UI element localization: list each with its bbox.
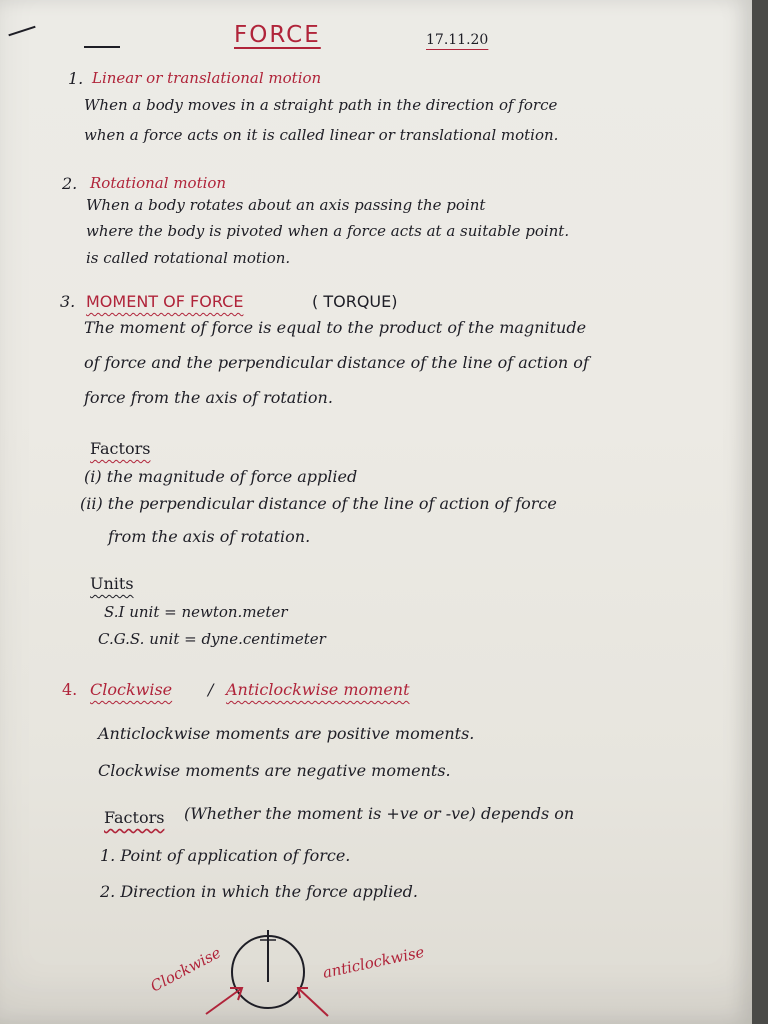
section4-factor-1: 1. Point of application of force.	[100, 846, 351, 865]
section2-line-2: where the body is pivoted when a force acts at a suitable point.	[86, 222, 570, 240]
section1-line-1: When a body moves in a straight path in the direction of force	[84, 96, 558, 114]
section2-line-1: When a body rotates about an axis passing the point	[86, 196, 486, 214]
section4-heading-clockwise: Clockwise	[90, 680, 173, 699]
section3-units-heading: Units	[90, 574, 134, 593]
section1-number: 1.	[68, 69, 84, 88]
section3-factor-3: from the axis of rotation.	[108, 527, 311, 546]
section3-unit-cgs: C.G.S. unit = dyne.centimeter	[98, 630, 326, 648]
section3-factor-2: (ii) the perpendicular distance of the line of action of force	[80, 494, 557, 513]
anticlockwise-arrow-icon	[298, 988, 328, 1016]
section4-factors-heading: Factors	[104, 808, 165, 827]
section2-number: 2.	[62, 174, 78, 193]
section3-line-2: of force and the perpendicular distance of the line of action of	[84, 353, 589, 372]
section3-factors-heading: Factors	[90, 439, 151, 458]
section2-line-3: is called rotational motion.	[86, 249, 291, 267]
rotation-diagram	[140, 930, 460, 1024]
anticlockwise-label: anticlockwise	[321, 942, 426, 982]
section4-heading-separator: /	[208, 680, 214, 699]
section4-line-2: Clockwise moments are negative moments.	[98, 761, 451, 780]
page-title: FORCE	[234, 22, 321, 48]
section2-heading: Rotational motion	[90, 174, 227, 192]
page-edge-shadow	[752, 0, 768, 1024]
page-date: 17.11.20	[426, 32, 489, 48]
section4-heading-anticlockwise: Anticlockwise moment	[226, 680, 410, 699]
section3-heading-suffix: ( TORQUE)	[312, 292, 398, 311]
section3-line-3: force from the axis of rotation.	[84, 388, 333, 407]
margin-dash-2	[84, 46, 120, 48]
section3-unit-si: S.I unit = newton.meter	[104, 603, 288, 621]
section4-line-1: Anticlockwise moments are positive moments.	[98, 724, 475, 743]
section1-line-2: when a force acts on it is called linear or translational motion.	[84, 126, 559, 144]
section3-number: 3.	[60, 292, 76, 311]
section4-factors-suffix: (Whether the moment is +ve or -ve) depends on	[184, 804, 575, 823]
section4-factor-2: 2. Direction in which the force applied.	[100, 882, 418, 901]
section3-heading: MOMENT OF FORCE	[86, 292, 244, 311]
clockwise-arrow-icon	[206, 988, 242, 1014]
section4-number: 4.	[62, 680, 78, 699]
section3-line-1: The moment of force is equal to the product of the magnitude	[84, 318, 587, 337]
section1-heading: Linear or translational motion	[92, 69, 322, 87]
section3-factor-1: (i) the magnitude of force applied	[84, 467, 358, 486]
clockwise-label: Clockwise	[147, 943, 224, 996]
